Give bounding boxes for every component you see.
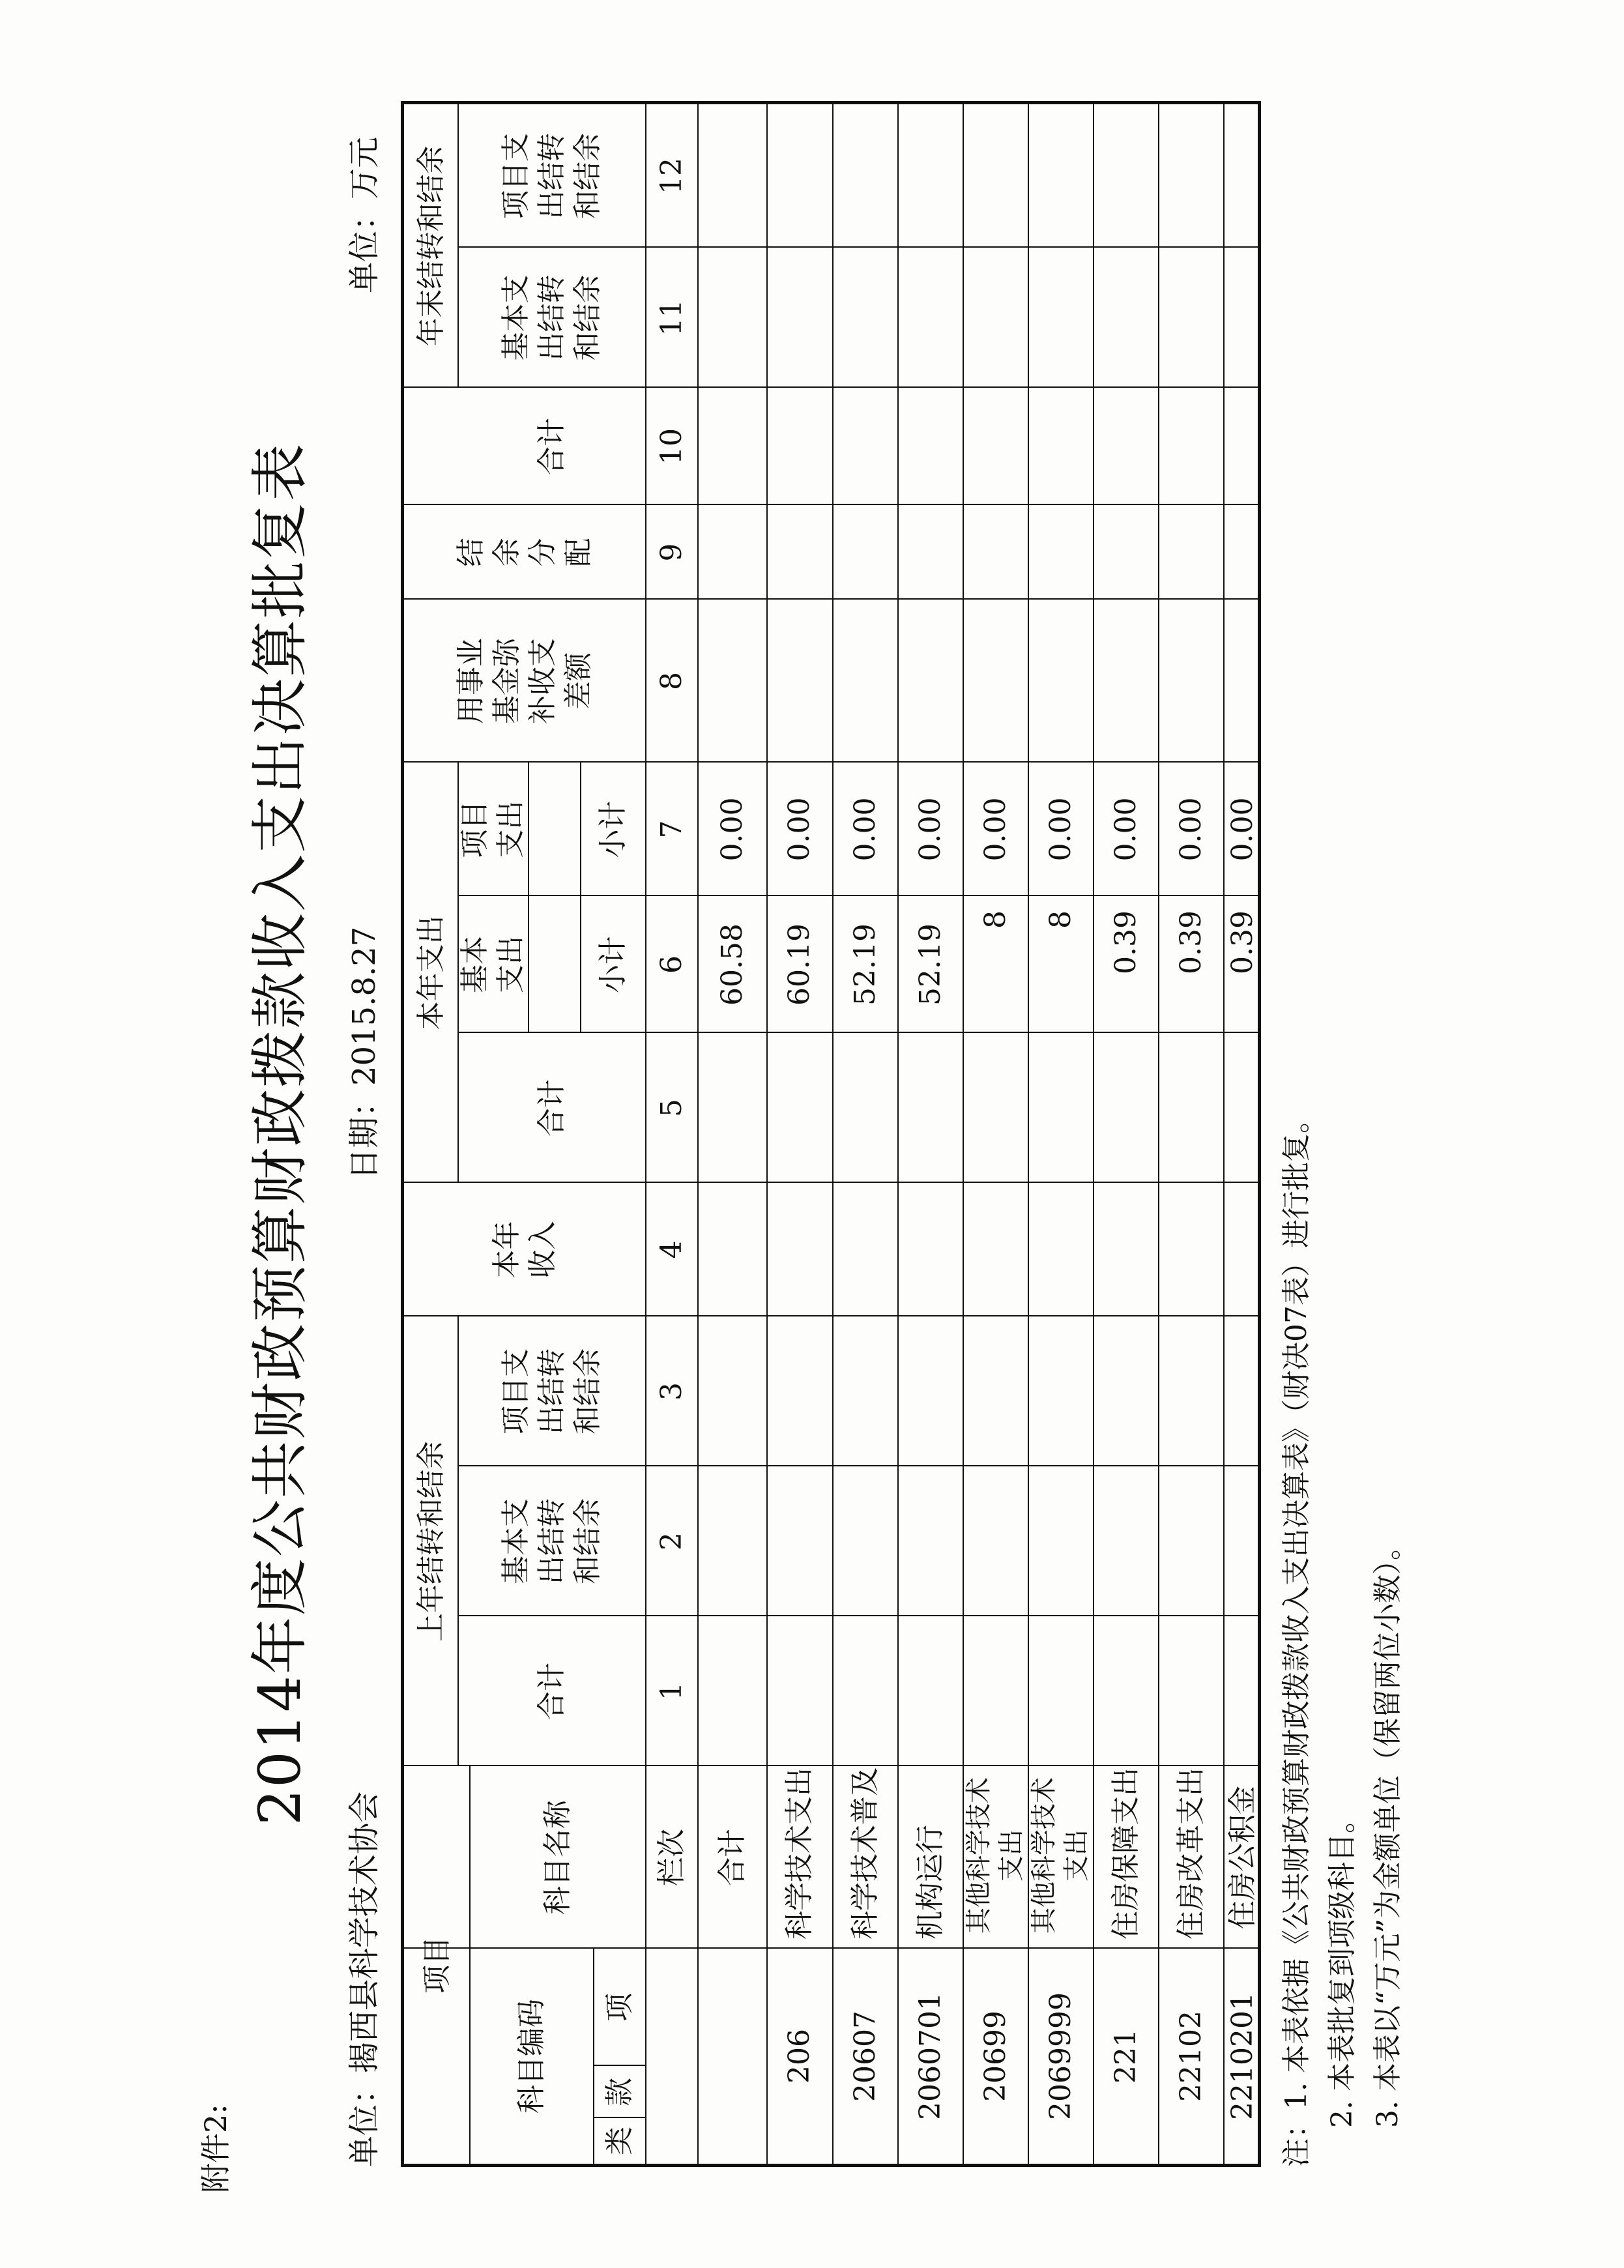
header-xiang: 项	[602, 1993, 636, 2022]
attachment-label: 附件2:	[198, 2104, 233, 2193]
row-basic: 60.19	[783, 923, 816, 1006]
row-code: 2060701	[913, 1992, 947, 2120]
header-allocation: 结 余 分 配	[454, 538, 595, 567]
row-project: 0.00	[848, 797, 882, 862]
row-project: 0.00	[978, 797, 1012, 862]
col-number: 7	[654, 820, 688, 839]
row-name: 机构运行	[913, 1825, 947, 1940]
row-basic: 0.39	[1225, 910, 1259, 974]
col-number: 9	[654, 543, 688, 562]
row-code: 221	[1109, 2029, 1142, 2084]
header-prev-project: 项目支 出结转 和结余	[499, 1348, 604, 1434]
row-project: 0.00	[783, 797, 816, 862]
header-subtotal-project: 小计	[596, 800, 630, 858]
total-project: 0.00	[715, 797, 749, 862]
header-exp-project: 项目 支出	[458, 800, 527, 858]
header-lanci: 栏次	[654, 1829, 688, 1886]
row-name: 科学技术支出	[783, 1767, 816, 1940]
row-project: 0.00	[1174, 797, 1208, 862]
budget-table	[401, 101, 1261, 2167]
header-code: 科目编码	[514, 1999, 548, 2114]
row-project: 0.00	[1109, 797, 1142, 862]
page-title: 2014年度公共财政预算财政拨款收入支出决算批复表	[246, 443, 313, 1825]
header-name: 科目名称	[540, 1800, 574, 1915]
header-end-basic: 基本支 出结转 和结余	[499, 274, 604, 361]
row-basic: 8	[1043, 910, 1077, 929]
col-number: 11	[654, 299, 688, 336]
header-prev-total: 合计	[534, 1663, 568, 1720]
row-code: 2069999	[1043, 1992, 1077, 2120]
row-basic: 52.19	[848, 923, 882, 1006]
header-kuan: 款	[602, 2078, 636, 2106]
row-basic: 52.19	[913, 923, 947, 1006]
header-end-total: 合计	[534, 418, 568, 475]
header-end-project: 项目支 出结转 和结余	[499, 133, 604, 219]
col-number: 2	[654, 1532, 688, 1550]
row-project: 0.00	[1225, 797, 1259, 862]
total-basic: 60.58	[715, 923, 749, 1006]
note-line: 3. 本表以“万元”为金额单位（保留两位小数）。	[1371, 1532, 1404, 2128]
header-expense: 本年支出	[414, 915, 448, 1030]
note-line: 注：1. 本表依据《公共财政预算财政拨款收入支出决算表》（财决07表）进行批复。	[1280, 1105, 1313, 2167]
row-basic: 8	[978, 910, 1012, 929]
col-number: 4	[654, 1240, 688, 1259]
header-lei: 类	[602, 2127, 636, 2155]
row-name: 住房改革支出	[1174, 1767, 1208, 1940]
row-name: 住房保障支出	[1109, 1767, 1142, 1940]
row-project: 0.00	[1043, 797, 1077, 862]
row-basic: 0.39	[1109, 910, 1142, 974]
row-code: 2210201	[1225, 1992, 1259, 2120]
header-income: 本年 收入	[490, 1221, 559, 1279]
header-fund-diff: 用事业 基金弥 补收支 差额	[454, 638, 595, 724]
row-name: 其他科学技术支出	[964, 1777, 1026, 1934]
header-exp-total: 合计	[534, 1079, 568, 1137]
header-prev-basic: 基本支 出结转 和结余	[499, 1498, 604, 1584]
header-prev-balance: 上年结转和结余	[414, 1441, 448, 1642]
col-number: 1	[654, 1682, 688, 1700]
unit-label: 单位：万元	[346, 136, 383, 293]
note-line: 2. 本表批复到项级科目。	[1326, 1805, 1359, 2128]
header-item: 项目	[420, 1936, 454, 1994]
col-number: 5	[654, 1099, 688, 1117]
row-code: 20699	[978, 2011, 1012, 2102]
row-name: 科学技术普及	[848, 1767, 882, 1940]
row-code: 20607	[848, 2011, 882, 2102]
header-subtotal-basic: 小计	[596, 936, 630, 993]
col-number: 12	[654, 158, 688, 194]
header-end-balance: 年末结转和结余	[414, 145, 448, 347]
col-number: 6	[654, 955, 688, 974]
row-code: 206	[783, 2029, 816, 2084]
row-code: 22102	[1174, 2011, 1208, 2102]
total-label: 合计	[715, 1829, 749, 1886]
row-basic: 0.39	[1174, 910, 1208, 974]
notes	[1274, 1105, 1411, 2167]
col-number: 10	[654, 428, 688, 465]
col-number: 3	[654, 1382, 688, 1401]
header-exp-basic: 基本 支出	[458, 936, 527, 993]
row-project: 0.00	[913, 797, 947, 862]
date-label: 日期：2015.8.27	[346, 926, 383, 1180]
col-number: 8	[654, 672, 688, 690]
row-name: 其他科学技术支出	[1029, 1777, 1092, 1934]
org-label: 单位：揭西县科学技术协会	[346, 1791, 383, 2167]
row-name: 住房公积金	[1225, 1786, 1259, 1929]
